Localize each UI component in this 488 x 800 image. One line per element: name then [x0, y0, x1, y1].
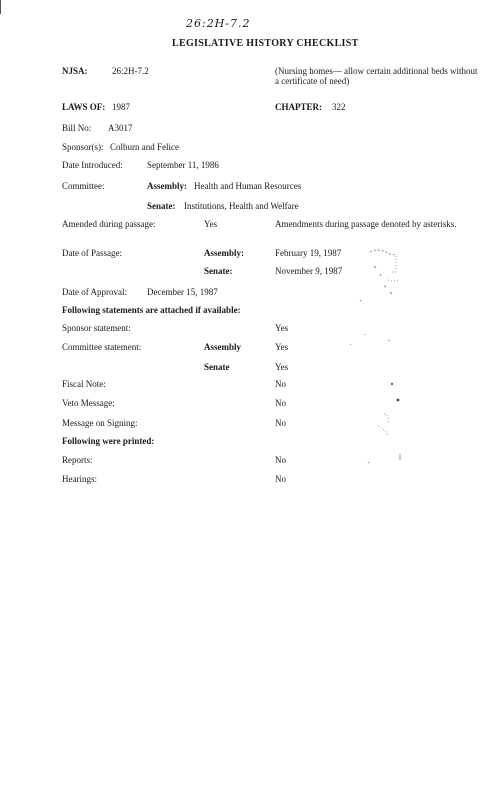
- page-edge-mark: [0, 0, 1, 14]
- handwritten-code: 26:2H-7.2: [186, 17, 251, 30]
- amended-label: Amended during passage:: [62, 219, 156, 229]
- passage-assembly-value: February 19, 1987: [275, 248, 342, 258]
- approval-label: Date of Approval:: [62, 287, 127, 297]
- veto-message-value: No: [275, 398, 286, 408]
- hearings-label: Hearings:: [62, 474, 97, 484]
- fiscal-note-label: Fiscal Note:: [62, 379, 106, 389]
- committee-statement-assembly-value: Yes: [275, 342, 289, 352]
- chapter-value: 322: [332, 102, 346, 112]
- sponsors-label: Sponsor(s):: [62, 142, 104, 152]
- passage-senate-value: November 9, 1987: [275, 266, 343, 276]
- introduced-label: Date Introduced:: [62, 160, 123, 170]
- laws-value: 1987: [112, 102, 130, 112]
- bill-label: Bill No:: [62, 123, 92, 133]
- sponsor-statement-label: Sponsor statement:: [62, 323, 131, 333]
- signing-message-label: Message on Signing:: [62, 418, 138, 428]
- chapter-label: CHAPTER:: [275, 102, 322, 112]
- introduced-value: September 11, 1986: [147, 160, 219, 170]
- committee-senate-value: Institutions, Health and Welfare: [184, 201, 299, 211]
- scan-noise-marks: [340, 244, 410, 474]
- amended-value: Yes: [204, 219, 218, 229]
- statements-heading: Following statements are attached if available:: [62, 305, 241, 315]
- signing-message-value: No: [275, 418, 286, 428]
- njsa-label: NJSA:: [62, 66, 88, 76]
- reports-value: No: [275, 455, 286, 465]
- veto-message-label: Veto Message:: [62, 398, 115, 408]
- amended-note: Amendments during passage denoted by asterisks.: [275, 219, 457, 229]
- sponsors-value: Colburn and Felice: [110, 142, 179, 152]
- passage-label: Date of Passage:: [62, 248, 122, 258]
- reports-label: Reports:: [62, 455, 93, 465]
- committee-senate-label: Senate:: [147, 201, 176, 211]
- hearings-value: No: [275, 474, 286, 484]
- laws-label: LAWS OF:: [62, 102, 106, 112]
- committee-statement-label: Committee statement:: [62, 342, 142, 352]
- printed-heading: Following were printed:: [62, 436, 155, 446]
- committee-statement-senate-label: Senate: [204, 362, 230, 372]
- committee-assembly-label: Assembly:: [147, 181, 187, 191]
- page-title: LEGISLATIVE HISTORY CHECKLIST: [172, 38, 359, 49]
- committee-label: Committee:: [62, 181, 105, 191]
- njsa-description: (Nursing homes— allow certain additional beds without a certificate of need): [275, 66, 478, 86]
- sponsor-statement-value: Yes: [275, 323, 289, 333]
- passage-senate-label: Senate:: [204, 266, 233, 276]
- committee-assembly-value: Health and Human Resources: [194, 181, 302, 191]
- njsa-value: 26:2H-7.2: [112, 66, 149, 76]
- passage-assembly-label: Assembly:: [204, 248, 244, 258]
- approval-value: December 15, 1987: [147, 287, 218, 297]
- bill-value: A3017: [108, 123, 133, 133]
- committee-statement-assembly-label: Assembly: [204, 342, 242, 352]
- fiscal-note-value: No: [275, 379, 286, 389]
- committee-statement-senate-value: Yes: [275, 362, 289, 372]
